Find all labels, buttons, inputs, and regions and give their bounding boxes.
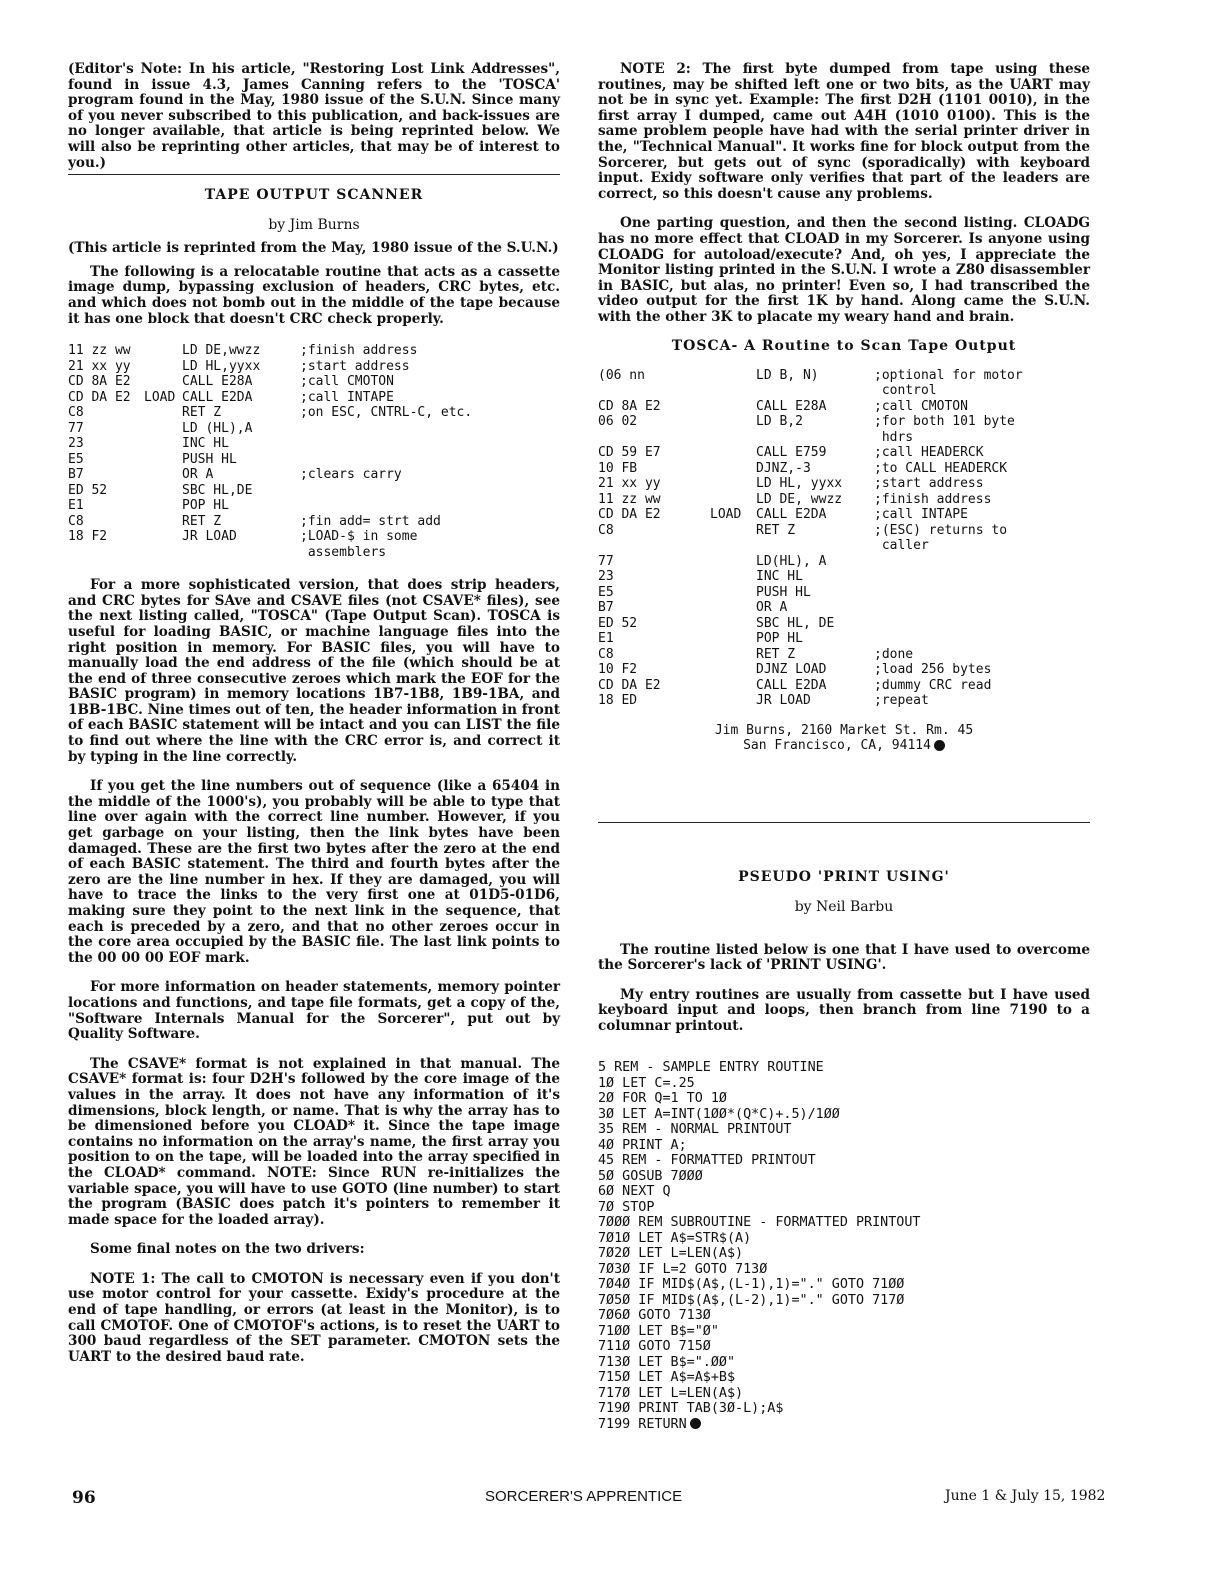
technical-manual-title: "Technical Manual"	[632, 138, 783, 155]
code-label	[144, 436, 182, 452]
code-label	[710, 616, 756, 632]
code-instruction: CALL E28A	[182, 374, 253, 390]
code-comment: ;LOAD-$ in some assemblers	[300, 529, 418, 560]
code-comment: ;fin add= strt add	[300, 513, 441, 529]
code-label	[710, 399, 756, 415]
code-instruction: RET Z	[182, 405, 222, 421]
basic-line: 1Ø LET C=.25	[598, 1075, 695, 1091]
code-comment: ;done	[874, 646, 914, 662]
code-comment	[874, 616, 1074, 632]
code-comment: ;finish address	[874, 491, 992, 507]
code-instruction: POP HL	[182, 498, 229, 514]
code-hex: 11 zz ww	[68, 343, 131, 359]
code-instruction: CALL E2DA	[182, 389, 253, 405]
code-label: LOAD	[144, 389, 176, 405]
code-label	[710, 693, 756, 709]
basic-line: 71ØØ LET B$="Ø"	[598, 1323, 719, 1339]
code-comment	[300, 421, 520, 437]
more-info-text: For more information on header statements, memory pointer locations and functions, and tape file formats, get a copy of the,	[68, 979, 560, 1011]
code-label	[710, 414, 756, 445]
article2-paragraph-2: My entry routines are usually from cassette but I have used keyboard input and loops, then branch from line 7190 to a columnar printout.	[598, 986, 1090, 1034]
code-label	[710, 569, 756, 585]
code-comment	[874, 631, 1074, 647]
code-instruction: CALL E759	[756, 445, 827, 460]
basic-line: 7ØØØ REM SUBROUTINE - FORMATTED PRINTOUT	[598, 1215, 921, 1231]
basic-line: 711Ø GOTO 715Ø	[598, 1339, 711, 1355]
code-comment: ;call CMOTON	[300, 374, 394, 390]
code-label	[710, 476, 756, 492]
code-label	[710, 585, 756, 601]
code-hex: ED 52	[68, 482, 108, 498]
code-comment	[300, 498, 520, 514]
basic-line: 6Ø NEXT Q	[598, 1184, 671, 1200]
code-instruction: LD(HL), A	[756, 553, 827, 569]
code-instruction: CALL E2DA	[756, 507, 827, 522]
code-hex: E1	[68, 498, 84, 514]
code-hex: CD DA E2	[598, 677, 661, 693]
code-comment: ;(ESC) returns to caller	[874, 522, 1008, 553]
code-instruction: LD DE,wwzz	[182, 343, 261, 359]
signature-line-1: Jim Burns, 2160 Market St. Rm. 45	[714, 722, 974, 738]
code-instruction: CALL E28A	[756, 398, 827, 414]
code-hex: B7	[598, 600, 614, 615]
code-comment: ;clears carry	[300, 467, 402, 483]
code-instruction: LD (HL),A	[182, 420, 253, 436]
code-comment: ;start address	[874, 476, 984, 491]
code-label	[710, 678, 756, 694]
code-label	[144, 483, 182, 499]
code-hex: B7	[68, 467, 84, 483]
code-hex: 23	[68, 436, 84, 452]
footer-publication: SORCERER'S APPRENTICE	[485, 1488, 683, 1505]
end-mark-icon	[690, 1418, 701, 1429]
code-instruction: PUSH HL	[182, 451, 237, 467]
manual-title: "Software Internals Manual for the Sorcerer"	[68, 1010, 451, 1027]
code-instruction: RET Z	[756, 646, 796, 662]
paragraph-final-notes: Some final notes on the two drivers:	[90, 1241, 365, 1258]
assembly-listing	[68, 343, 560, 560]
code-hex: 06 02	[598, 414, 638, 429]
code-hex: E5	[598, 584, 614, 600]
editor-note: (Editor's Note: In his article, "Restoring Lost Link Addresses", found in issue 4.3, James Canning refers to the 'TOSCA' program found in the May, 1980 issue of the S.U.N. Since many of you never subscribed to this publication, and back-issues are no longer available, that article is being reprinted below. We will also be reprinting other articles, that may be of interest to you.)	[68, 61, 560, 171]
code-label	[710, 554, 756, 570]
code-instruction: SBC HL,DE	[182, 482, 253, 498]
tosca-listing	[598, 368, 1090, 709]
code-comment	[300, 452, 520, 468]
basic-line: 5 REM - SAMPLE ENTRY ROUTINE	[598, 1060, 824, 1076]
code-comment: ;call HEADERCK	[874, 445, 984, 460]
article2-paragraph-1: The routine listed below is one that I have used to overcome the Sorcerer's lack of 'PRINT USING'.	[598, 941, 1090, 974]
code-label	[144, 359, 182, 375]
basic-line: 7Ø1Ø LET A$=STR$(A)	[598, 1230, 752, 1246]
code-comment: ;for both 101 byte hdrs	[874, 414, 1015, 445]
code-label	[710, 445, 756, 461]
code-hex: 23	[598, 569, 614, 584]
code-instruction: POP HL	[756, 631, 803, 646]
paragraph-sophisticated: For a more sophisticated version, that does strip headers, and CRC bytes for SAve and CSAVE files (not CSAVE* files), see the next listing called, "TOSCA" (Tape Output Scan). TOSCA is useful for loading BASIC, or machine language files into the right position in memory. For BASIC files, you will have to manually load the end address of the file (which should be at the end of three consecutive zeroes which mark the EOF for the BASIC program) in memory locations 1B7-1B8, 1B9-1BA, and 1BB-1BC. Nine times out of ten, the header information in front of each BASIC statement will be intact and you can LIST the file to find out where the line with the CRC error is, and correct it by typing in the line correctly.	[68, 577, 560, 765]
code-instruction: LD DE, wwzz	[756, 491, 843, 507]
code-instruction: SBC HL, DE	[756, 615, 835, 631]
paragraph-parting: One parting question, and then the second listing. CLOADG has no more effect that CLOAD in my Sorcerer. Is anyone using CLOADG for autoload/execute? And, oh yes, I appreciate the Monitor listing printed in the S.U.N. I wrote a Z80 disassembler in BASIC, but alas, no printer! Even so, I had transcribed the video output for the first 1K by hand. Along came the S.U.N. with the other 3K to placate my weary hand and brain.	[598, 215, 1090, 325]
code-comment: ;repeat	[874, 693, 929, 708]
basic-line: 2Ø FOR Q=1 TO 1Ø	[598, 1091, 727, 1107]
paragraph-more-info	[68, 980, 560, 1042]
code-label	[144, 498, 182, 514]
reprint-note: (This article is reprinted from the May, 1980 issue of the S.U.N.)	[68, 240, 559, 257]
code-instruction: RET Z	[756, 522, 796, 538]
code-hex: C8	[598, 522, 614, 538]
basic-line: 7Ø2Ø LET L=LEN(A$)	[598, 1246, 744, 1262]
code-hex: 10 FB	[598, 460, 638, 476]
code-label	[144, 421, 182, 437]
code-label	[710, 492, 756, 508]
code-hex: CD 8A E2	[598, 398, 661, 414]
code-hex: (06 nn	[598, 367, 645, 383]
basic-line: 715Ø LET A$=A$+B$	[598, 1370, 736, 1386]
code-hex: CD DA E2	[598, 507, 661, 522]
code-label	[710, 461, 756, 477]
footer-date: June 1 & July 15, 1982	[945, 1488, 1106, 1504]
code-hex: 10 F2	[598, 662, 638, 677]
code-comment: ;to CALL HEADERCK	[874, 460, 1008, 476]
code-label	[144, 467, 182, 483]
divider	[68, 174, 560, 175]
code-instruction: INC HL	[756, 569, 803, 584]
code-hex: ED 52	[598, 615, 638, 631]
code-label	[144, 529, 182, 560]
code-hex: 77	[68, 420, 84, 436]
basic-line: 7Ø STOP	[598, 1199, 655, 1215]
basic-line: 7Ø6Ø GOTO 713Ø	[598, 1308, 711, 1324]
code-label	[710, 647, 756, 663]
code-comment: ;load 256 bytes	[874, 662, 992, 677]
article2-byline: by Neil Barbu	[794, 898, 894, 915]
paragraph-csave: The CSAVE* format is not explained in that manual. The CSAVE* format is: four D2H's followed by the core image of the values in the array. It does not have any information of it's dimensions, block length, or name. That is why the array has to be dimensioned before you CLOAD* it. Since the tape image contains no information on the array's name, the first array you position to on the tape, will be loaded into the array specified in the CLOAD* command. NOTE: Since RUN re-initializes the variable space, you will have to use GOTO (line number) to start the program (BASIC does patch it's pointers to remember it made space for the loaded array).	[68, 1055, 560, 1228]
code-hex: C8	[68, 513, 84, 529]
code-comment: ;optional for motor control	[874, 367, 1023, 398]
divider	[598, 822, 1090, 823]
basic-line: 7Ø4Ø IF MID$(A$,(L-1),1)="." GOTO 71ØØ	[598, 1277, 905, 1293]
article2-title: PSEUDO 'PRINT USING'	[738, 868, 950, 885]
code-instruction: RET Z	[182, 513, 222, 529]
code-instruction: JR LOAD	[182, 529, 237, 545]
code-instruction: INC HL	[182, 436, 229, 452]
code-hex: E5	[68, 451, 84, 467]
code-label	[710, 631, 756, 647]
code-instruction: CALL E2DA	[756, 677, 827, 693]
code-hex: 21 xx yy	[68, 358, 131, 374]
paragraph-note2	[598, 62, 1090, 202]
note2-text: NOTE 2: The first byte dumped from tape using these routines, may be shifted left one or two bits, as the UART may not be in sync yet. Example: The first D2H (1101 0010), in the first array I dumped, came out A4H (1010 0100). This is the same problem people have had with the serial printer driver in the,	[598, 61, 1090, 155]
basic-line: 7199 RETURN	[598, 1417, 1090, 1433]
code-hex: 77	[598, 553, 614, 569]
code-comment: ;call INTAPE	[874, 507, 968, 522]
code-instruction: DJNZ,-3	[756, 460, 811, 476]
signature-city: San Francisco, CA, 94114	[743, 738, 931, 753]
intro-paragraph: The following is a relocatable routine that acts as a cassette image dump, bypassing exclusion of headers, CRC bytes, etc. and which does not bomb out in the middle of the tape because it has one block that doesn't CRC check properly.	[68, 263, 560, 327]
code-label	[710, 600, 756, 616]
basic-line: 35 REM - NORMAL PRINTOUT	[598, 1122, 792, 1138]
code-instruction: LD B,2	[756, 414, 803, 429]
footer-page-number: 96	[72, 1488, 96, 1508]
code-instruction: LD HL, yyxx	[756, 476, 843, 491]
right-column	[598, 62, 1090, 1432]
basic-line: 45 REM - FORMATTED PRINTOUT	[598, 1153, 816, 1169]
code-comment: ;dummy CRC read	[874, 677, 992, 693]
code-comment	[874, 585, 1074, 601]
code-label	[144, 343, 182, 359]
code-comment: ;call INTAPE	[300, 389, 394, 405]
code-hex: C8	[598, 646, 614, 662]
code-label	[710, 662, 756, 678]
code-hex: 11 zz ww	[598, 491, 661, 507]
basic-line: 717Ø LET L=LEN(A$)	[598, 1385, 744, 1401]
basic-line: 7Ø3Ø IF L=2 GOTO 713Ø	[598, 1261, 768, 1277]
code-instruction: OR A	[756, 600, 788, 615]
code-comment	[874, 600, 1074, 616]
code-label	[144, 452, 182, 468]
code-hex: CD DA E2	[68, 389, 131, 405]
note2-tail: . It works fine for block output from the Sorcerer, but gets out of sync (sporadically) with keyboard input. Exidy software only verifies that part of the leaders are correct, so this doesn't cause any problems.	[598, 138, 1090, 202]
code-hex: CD 8A E2	[68, 374, 131, 390]
code-hex: 21 xx yy	[598, 476, 661, 491]
paragraph-line-numbers: If you get the line numbers out of sequence (like a 65404 in the middle of the 1000's), you probably will be able to type that line over again with the correct line number. However, if you get garbage on your listing, then the link bytes have been damaged. These are the first two bytes after the zero at the end of each BASIC statement. The third and fourth bytes after the zero are the line number in hex. If they are damaged, you will have to trace the links to the very first one at 01D5-01D6, making sure they point to the next link in the sequence, that each is preceded by a zero, and that no other zeroes occur in the core area occupied by the BASIC file. The last link points to the 00 00 00 EOF mark.	[68, 778, 560, 966]
article-title: TAPE OUTPUT SCANNER	[204, 187, 424, 204]
code-hex: 18 ED	[598, 693, 638, 708]
paragraph-note1: NOTE 1: The call to CMOTON is necessary even if you don't use motor control for your cassette. Exidy's procedure at the end of tape handling, or errors (at least in the Monitor), is to call CMOTOF. One of CMOTOF's actions, is to reset the UART to 300 baud regardless of the SET parameter. CMOTON sets the UART to the desired baud rate.	[68, 1270, 560, 1365]
end-mark-icon	[934, 740, 945, 751]
code-label	[144, 514, 182, 530]
code-hex: 18 F2	[68, 529, 108, 545]
code-comment	[874, 554, 1074, 570]
basic-line: 4Ø PRINT A;	[598, 1137, 687, 1153]
code-hex: CD 59 E7	[598, 445, 661, 460]
code-comment: ;on ESC, CNTRL-C, etc.	[300, 405, 473, 421]
code-comment: ;finish address	[300, 343, 418, 359]
code-label	[144, 405, 182, 421]
code-label	[144, 374, 182, 390]
code-comment: ;call CMOTON	[874, 398, 968, 414]
code-hex: E1	[598, 631, 614, 646]
code-comment	[874, 569, 1074, 585]
code-comment	[300, 483, 520, 499]
basic-line: 719Ø PRINT TAB(3Ø-L);A$	[598, 1401, 784, 1417]
article-byline: by Jim Burns	[268, 217, 360, 234]
basic-line: 5Ø GOSUB 7ØØØ	[598, 1168, 703, 1184]
code-instruction: JR LOAD	[756, 693, 811, 708]
code-instruction: OR A	[182, 467, 214, 483]
code-comment: ;start address	[300, 358, 410, 374]
basic-listing	[598, 1060, 1090, 1432]
basic-line: 3Ø LET A=INT(1ØØ*(Q*C)+.5)/1ØØ	[598, 1106, 840, 1122]
author-signature	[598, 723, 1090, 754]
basic-line: 7Ø5Ø IF MID$(A$,(L-2),1)="." GOTO 717Ø	[598, 1292, 905, 1308]
left-column	[68, 62, 560, 1365]
code-instruction: DJNZ LOAD	[756, 662, 827, 677]
signature-line-2	[598, 738, 1090, 754]
more-info-tail: , put out by Quality Software.	[68, 1010, 560, 1043]
basic-line: 713Ø LET B$=".ØØ"	[598, 1354, 736, 1370]
tosca-title: TOSCA- A Routine to Scan Tape Output	[671, 337, 1017, 354]
code-comment	[300, 436, 520, 452]
code-instruction: PUSH HL	[756, 584, 811, 600]
code-hex: C8	[68, 405, 84, 421]
code-label: LOAD	[710, 507, 742, 522]
code-label	[710, 523, 756, 554]
code-instruction: LD HL,yyxx	[182, 358, 261, 374]
code-instruction: LD B, N)	[756, 367, 819, 383]
code-label	[710, 368, 756, 399]
